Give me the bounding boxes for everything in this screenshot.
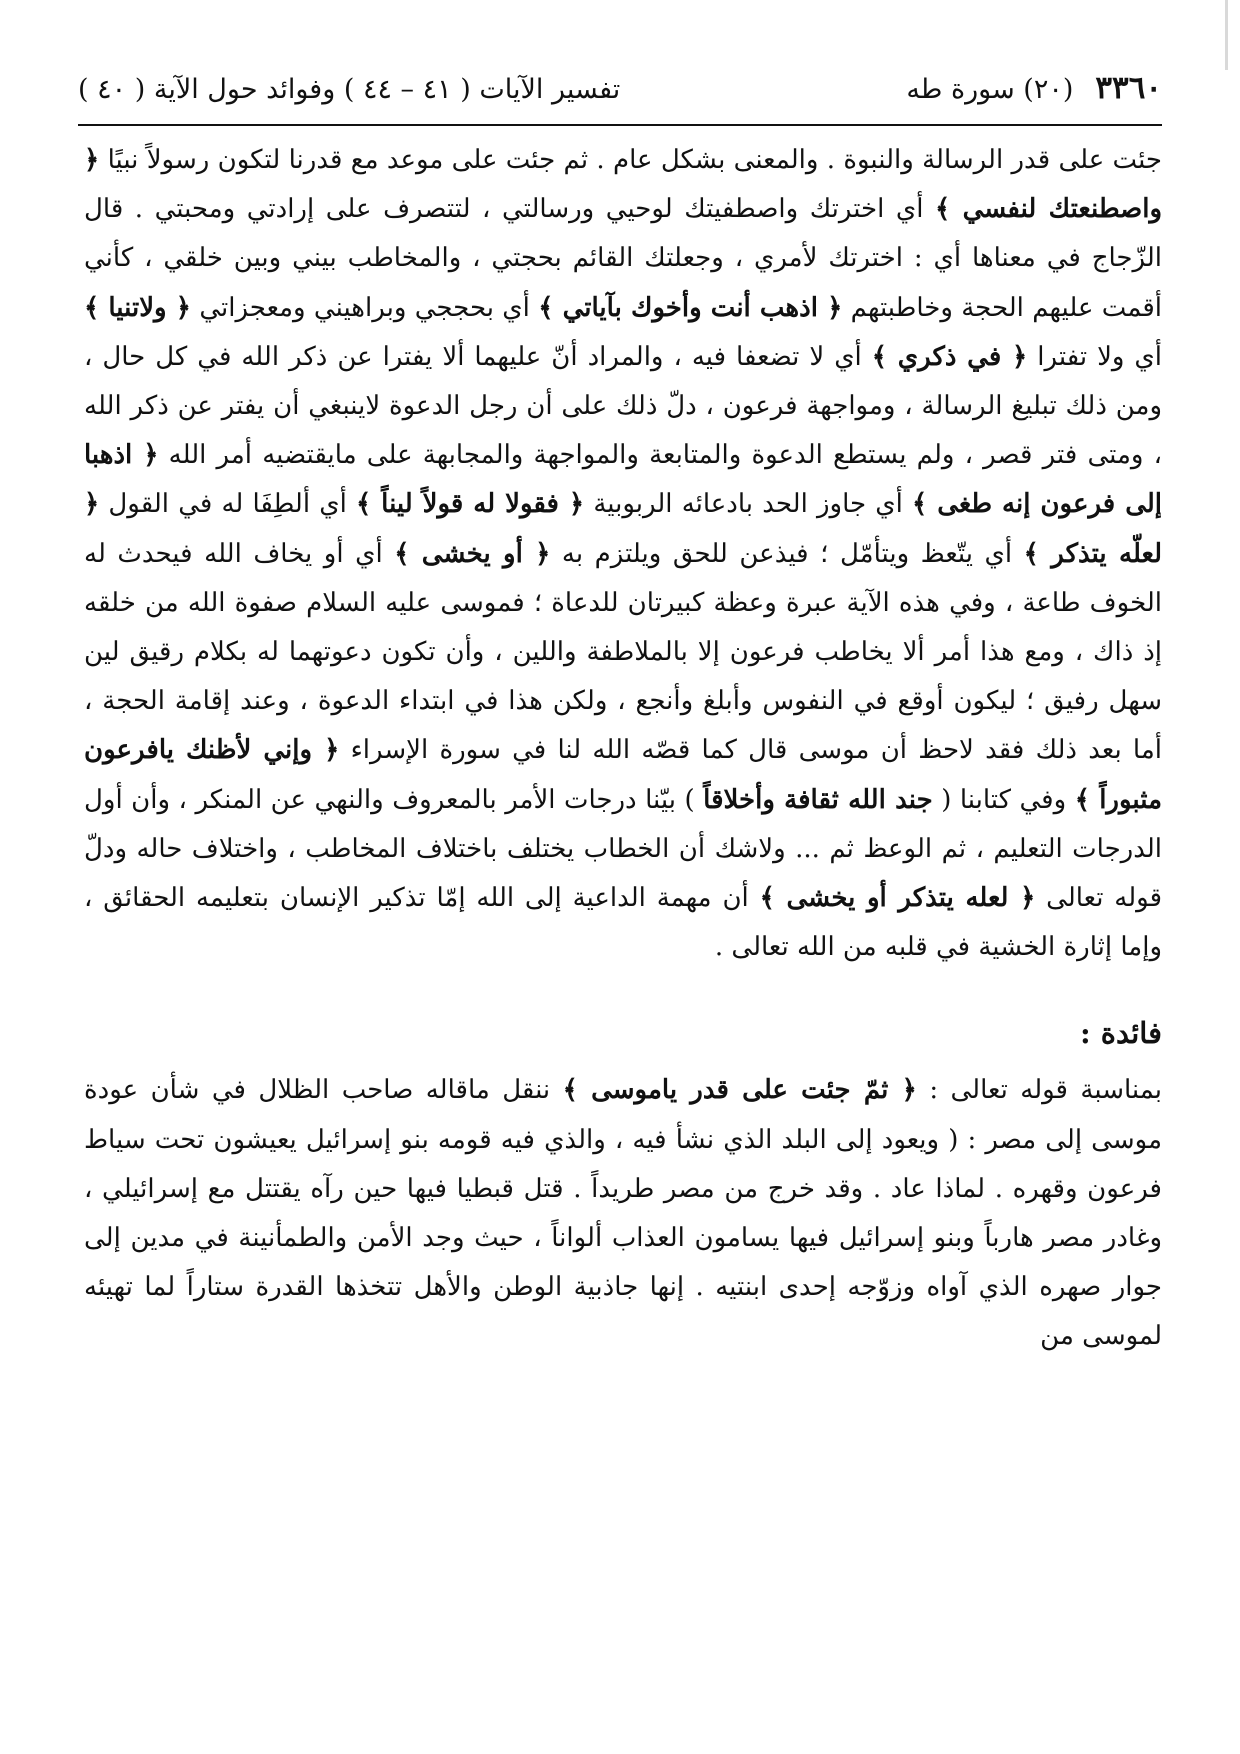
quran-quote: ﴿ اذهب أنت وأخوك بآياتي ﴾	[538, 292, 843, 323]
page-number: ٣٣٦٠	[1095, 70, 1162, 106]
tafsir-paragraph	[78, 136, 1162, 972]
quran-quote: ﴿ لعله يتذكر أو يخشى ﴾	[759, 883, 1036, 914]
text-segment: أي ألطِفَا له في القول	[108, 489, 347, 520]
text-segment: أي ولا تفترا	[1037, 341, 1163, 372]
text-segment: أي بحججي وبراهيني ومعجزاتي	[199, 292, 530, 323]
quran-quote: ﴿ ولاتنيا ﴾	[84, 292, 191, 323]
section-title: تفسير الآيات ( ٤١ – ٤٤ ) وفوائد حول الآية ( ٤٠ )	[78, 74, 621, 105]
page-edge-mark	[1225, 0, 1228, 70]
text-segment: أي لا تضعفا فيه ، والمراد أنّ عليهما ألا يفترا عن ذكر الله في كل حال ، ومن ذلك تبليغ الرسالة ، ومواجهة فرعون ، دلّ ذلك على أن رجل الدعوة لاينبغي أن يفتر عن ذكر الله ، ومتى فتر قصر ، ولم يستطع الدعوة والمتابعة والمواجهة والمجابهة على مايقتضيه أمر الله	[84, 341, 1163, 471]
text-segment: ) بيّنا درجات الأمر بالمعروف والنهي عن المنكر ، وأن أول الدرجات التعليم ، ثم الوعظ ثم ... ولاشك أن الخطاب يختلف باختلاف المخاطب ، واختلاف حاله ودلّ قوله تعالى	[84, 784, 1163, 914]
text-segment: أي اخترتك واصطفيتك لوحيي ورسالتي ، لتتصرف على إرادتي ومحبتي . قال الزّجاج في معناها أي : اخترتك لأمري ، وجعلتك القائم بحجتي ، والمخاطب بيني وبين خلقي ، كأني أقمت عليهم الحجة وخاطبتهم	[84, 194, 1163, 323]
quran-quote: ﴿ فقولا له قولاً ليناً ﴾	[355, 489, 585, 520]
quran-quote: ﴿ وإني لأظنك يافرعون مثبوراً ﴾	[84, 735, 1163, 815]
text-segment: وفي كتابنا (	[941, 784, 1067, 815]
quran-quote: ﴿ في ذكري ﴾	[871, 341, 1028, 372]
quran-quote: ﴿ لعلّه يتذكر ﴾	[84, 489, 1163, 569]
quran-quote: ﴿ اذهبا إلى فرعون إنه طغى ﴾	[84, 440, 1163, 520]
text-segment: بمناسبة قوله تعالى :	[929, 1075, 1163, 1106]
book-title: جند الله ثقافة وأخلاقاً	[703, 784, 933, 815]
surah-label: (٢٠) سورة طه	[906, 74, 1074, 105]
header-left-group	[78, 74, 620, 105]
text-segment: أي يتّعظ ويتأمّل ؛ فيذعن للحق ويلتزم به	[561, 538, 1013, 569]
text-segment: جئت على قدر الرسالة والنبوة . والمعنى بشكل عام . ثم جئت على موعد مع قدرنا لتكون رسولاً نبيًا	[107, 145, 1163, 175]
text-segment: أن مهمة الداعية إلى الله إمّا تذكير الإنسان بتعليمه الحقائق ، وإما إثارة الخشية في قلبه من الله تعالى .	[84, 883, 1162, 963]
text-segment: ننقل ماقاله صاحب الظلال في شأن عودة موسى إلى مصر : ( ويعود إلى البلد الذي نشأ فيه ، والذي فيه قومه بنو إسرائيل يعيشون تحت سياط فرعون وقهره . لماذا عاد . وقد خرج من مصر طريداً . قتل قبطيا فيها حين رآه يقتتل مع إسرائيلي ، وغادر مصر هارباً وبنو إسرائيل فيها يسامون العذاب ألواناً ، حيث وجد الأمن والطمأنينة في مدين إلى جوار صهره الذي آواه وزوّجه إحدى ابنتيه . إنها جاذبية الوطن والأهل تتخذها القدرة ستاراً لما تهيئه لموسى من	[84, 1075, 1162, 1352]
section-heading: فائدة :	[1080, 1016, 1162, 1051]
benefit-paragraph	[78, 1066, 1162, 1361]
quran-quote: ﴿ ثمّ جئت على قدر ياموسى ﴾	[562, 1075, 917, 1106]
quran-quote: ﴿ أو يخشى ﴾	[394, 538, 551, 569]
text-segment: أي أو يخاف الله فيحدث له الخوف طاعة ، وفي هذه الآية عبرة وعظة كبيرتان للدعاة ؛ فموسى عليه السلام صفوة الله من خلقه إذ ذاك ، ومع هذا أمر ألا يخاطب فرعون إلا بالملاطفة واللين ، وأن تكون دعوتهما له بكلام رقيق لين سهل رفيق ؛ ليكون أوقع في النفوس وأبلغ وأنجع ، ولكن هذا في ابتداء الدعوة ، وعند إقامة الحجة ، أما بعد ذلك فقد لاحظ أن موسى قال كما قصّه الله لنا في سورة الإسراء	[84, 538, 1163, 766]
book-page	[78, 70, 1162, 1362]
text-segment: أي جاوز الحد بادعائه الربوبية	[593, 489, 903, 520]
header-rule	[78, 124, 1162, 126]
header-right-group	[906, 70, 1162, 106]
quran-quote: ﴿ واصطنعتك لنفسي ﴾	[84, 145, 1163, 225]
page-header	[78, 70, 1162, 120]
